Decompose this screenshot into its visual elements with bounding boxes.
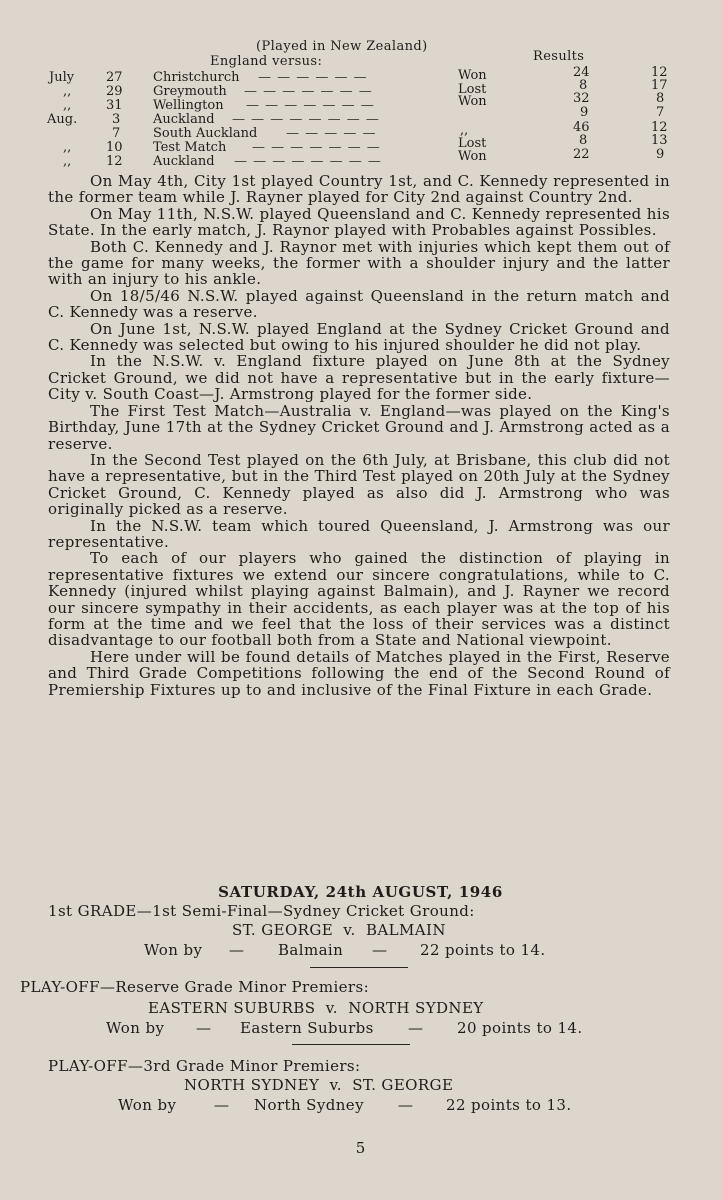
paragraph: On May 4th, City 1st played Country 1st, and C. Kennedy represented in the former team while J. Rayner played for City 2nd against Country 2nd. xyxy=(48,172,670,207)
table-versus-heading: England versus: xyxy=(210,54,323,69)
row-score-opponent: 12 xyxy=(651,120,668,135)
fixture-winner: Balmain xyxy=(278,941,344,959)
body-text xyxy=(48,173,670,698)
table-results-heading: Results xyxy=(533,49,585,64)
row-month: ,, xyxy=(63,154,72,169)
row-day: 27 xyxy=(106,70,123,85)
row-result: Won xyxy=(458,94,487,109)
row-score-england: 8 xyxy=(579,133,588,148)
row-opponent: Auckland xyxy=(153,154,215,169)
row-result: Won xyxy=(458,68,487,83)
row-score-opponent: 17 xyxy=(651,78,668,93)
fixture-dash: — xyxy=(408,1019,424,1037)
row-month: ,, xyxy=(63,84,72,99)
paragraph: Here under will be found details of Matches played in the First, Reserve and Third Grade Competitions following the end of the Second Round of Premiership Fixtures up to and inclusive of the Final Fixture in each Grade. xyxy=(48,647,670,699)
row-score-opponent: 13 xyxy=(651,133,668,148)
row-opponent: Test Match xyxy=(153,140,227,155)
table-row xyxy=(0,120,721,141)
row-score-england: 32 xyxy=(573,91,590,106)
section-divider xyxy=(310,967,408,968)
row-month: Aug. xyxy=(47,112,78,127)
fixture-score: 20 points to 14. xyxy=(457,1019,583,1037)
fixture-dash: — xyxy=(398,1096,414,1114)
fixture-won-by: Won by xyxy=(106,1019,165,1037)
table-row xyxy=(0,78,721,99)
row-score-opponent: 12 xyxy=(651,65,668,80)
fixture-winner: North Sydney xyxy=(254,1096,364,1114)
table-row xyxy=(0,65,721,85)
fixture-title: PLAY-OFF—Reserve Grade Minor Premiers: xyxy=(20,978,370,996)
row-result: Lost xyxy=(458,82,487,97)
fixture-teams: NORTH SYDNEY v. ST. GEORGE xyxy=(184,1076,454,1094)
row-opponent: Christchurch xyxy=(153,70,240,85)
fixture-score: 22 points to 14. xyxy=(420,941,546,959)
row-day: 10 xyxy=(106,140,123,155)
row-score-england: 46 xyxy=(573,120,590,135)
row-opponent: Greymouth xyxy=(153,84,227,99)
fixture-dash: — xyxy=(196,1019,212,1037)
row-day: 3 xyxy=(112,112,121,127)
section-divider xyxy=(292,1044,410,1045)
fixture-won-by: Won by xyxy=(144,941,203,959)
paragraph: On June 1st, N.S.W. played England at the Sydney Cricket Ground and C. Kennedy was selected but owing to his injured shoulder he did not play. xyxy=(48,319,670,355)
row-opponent: South Auckland xyxy=(153,126,258,141)
row-leader: — — — — — — — — xyxy=(234,154,382,169)
row-opponent: Wellington xyxy=(153,98,224,113)
paragraph: In the Second Test played on the 6th July, at Brisbane, this club did not have a representative, but in the Third Test played on 20th July at the Sydney Cricket Ground, C. Kennedy played as also did J. Armstrong who was originally picked as a reserve. xyxy=(48,450,670,519)
row-result: Lost xyxy=(458,136,487,151)
fixture-dash: — xyxy=(229,941,245,959)
fixture-title: 1st GRADE—1st Semi-Final—Sydney Cricket Ground: xyxy=(48,902,475,920)
row-score-england: 24 xyxy=(573,65,590,80)
fixture-teams: ST. GEORGE v. BALMAIN xyxy=(232,921,446,939)
row-leader: — — — — — — — xyxy=(246,98,375,113)
row-result: ,, xyxy=(460,123,469,138)
row-score-opponent: 7 xyxy=(656,105,665,120)
paragraph: To each of our players who gained the distinction of playing in representative fixtures we extend our sincere congratulations, while to C. Kennedy (injured whilst playing against Balmain), and J. Rayner we record our sincere sympathy in their accidents, as each player was at the top of his form at the time and we feel that the loss of their services was a distinct disadvantage to our football both from a State and National viewpoint. xyxy=(48,549,670,650)
row-score-england: 9 xyxy=(580,105,589,120)
row-leader: — — — — — — — — xyxy=(232,112,380,127)
row-day: 29 xyxy=(106,84,123,99)
row-day: 7 xyxy=(112,126,121,141)
row-leader: — — — — — — xyxy=(258,70,368,85)
fixture-dash: — xyxy=(214,1096,230,1114)
fixture-winner: Eastern Suburbs xyxy=(240,1019,374,1037)
row-score-england: 22 xyxy=(573,147,590,162)
row-score-england: 8 xyxy=(579,78,588,93)
saturday-heading: SATURDAY, 24th AUGUST, 1946 xyxy=(218,883,503,901)
row-day: 31 xyxy=(106,98,123,113)
fixture-title: PLAY-OFF—3rd Grade Minor Premiers: xyxy=(48,1057,361,1075)
row-result: Won xyxy=(458,149,487,164)
row-day: 12 xyxy=(106,154,123,169)
paragraph: In the N.S.W. team which toured Queensland, J. Armstrong was our representative. xyxy=(48,516,670,551)
row-leader: — — — — — — — xyxy=(244,84,373,99)
paragraph: On May 11th, N.S.W. played Queensland and C. Kennedy represented his State. In the early match, J. Raynor played with Probables against Possibles. xyxy=(48,204,670,240)
fixture-teams: EASTERN SUBURBS v. NORTH SYDNEY xyxy=(148,999,484,1017)
fixture-won-by: Won by xyxy=(118,1096,177,1114)
paragraph: The First Test Match—Australia v. England—was played on the King's Birthday, June 17th at the Sydney Cricket Ground and J. Armstrong acted as a reserve. xyxy=(48,401,670,453)
row-month: ,, xyxy=(63,98,72,113)
paragraph: On 18/5/46 N.S.W. played against Queensland in the return match and C. Kennedy was a reserve. xyxy=(48,286,670,322)
fixture-score: 22 points to 13. xyxy=(446,1096,572,1114)
row-opponent: Auckland xyxy=(153,112,215,127)
row-month: July xyxy=(49,70,75,85)
paragraph: Both C. Kennedy and J. Raynor met with injuries which kept them out of the game for many weeks, the former with a shoulder injury and the latter with an injury to his ankle. xyxy=(48,237,670,289)
row-score-opponent: 9 xyxy=(656,147,665,162)
page-number: 5 xyxy=(355,1139,366,1157)
row-leader: — — — — — — — xyxy=(252,140,381,155)
table-note: (Played in New Zealand) xyxy=(256,39,428,54)
row-leader: — — — — — xyxy=(286,126,377,141)
fixture-dash: — xyxy=(372,941,388,959)
paragraph: In the N.S.W. v. England fixture played on June 8th at the Sydney Cricket Ground, we did not have a representative but in the early fixture—City v. South Coast—J. Armstrong played for the former side. xyxy=(48,352,670,404)
row-month: ,, xyxy=(63,140,72,155)
row-score-opponent: 8 xyxy=(656,91,665,106)
